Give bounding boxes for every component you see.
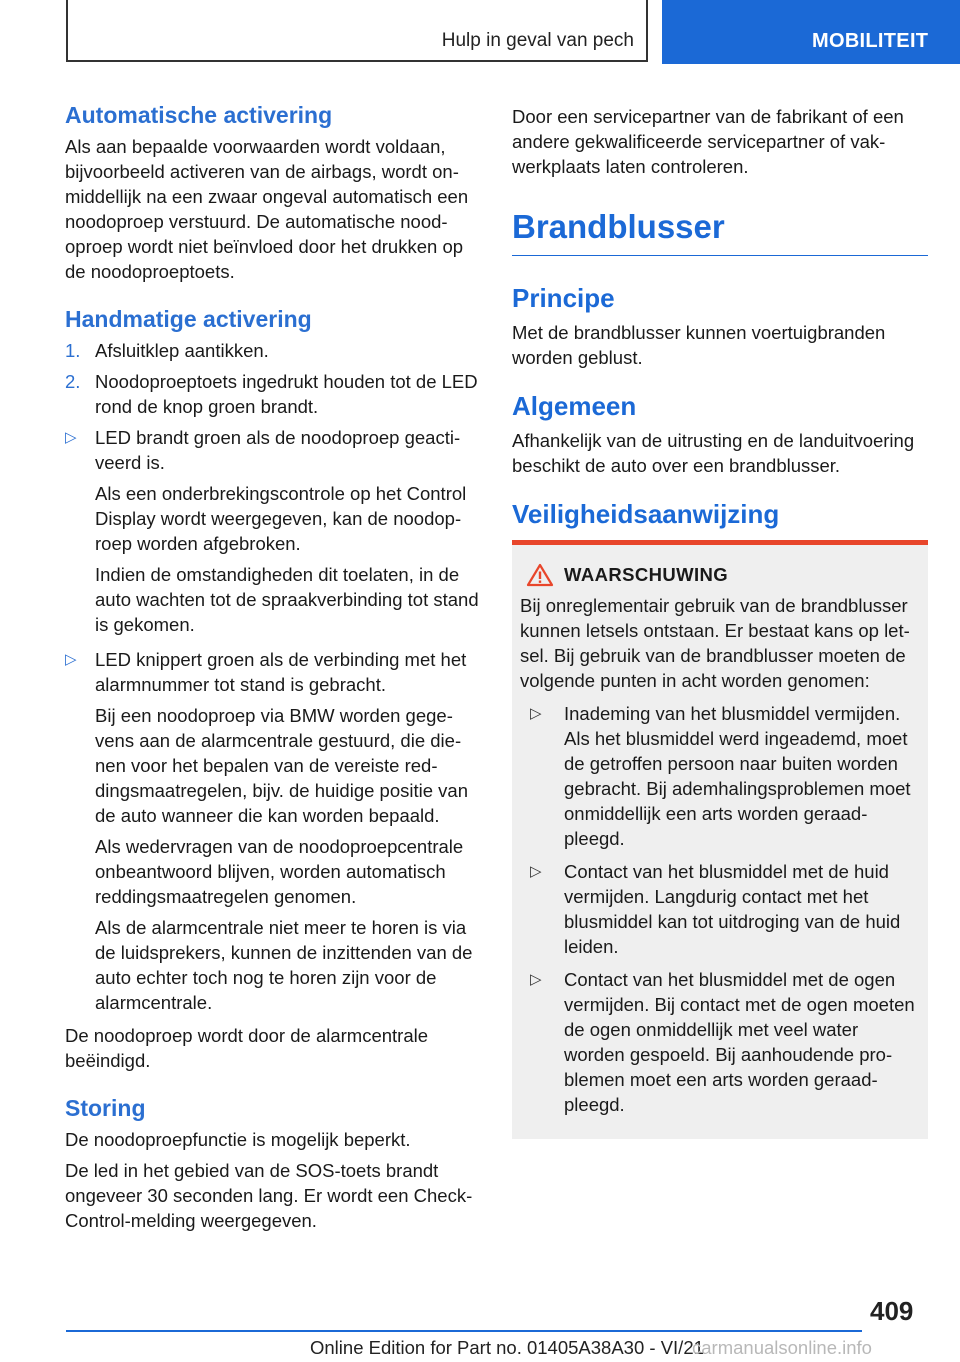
list-marker-icon: ▷ — [530, 705, 542, 722]
result-text: Bij een noodoproep via BMW worden gegevens aan de alarmcentrale gestuurd, die dienen voor het bepalen van de vereiste reddingsmaatregelen, bijv. de huidige positie van de auto wanneer die kan worden bepaald. — [95, 705, 468, 826]
result-marker-icon: ▷ — [65, 429, 77, 446]
warning-item-text: Contact van het blusmiddel met de huid vermijden. Langdurig contact met het blusmiddel kan tot uitdroging van de huid leiden. — [564, 861, 901, 957]
result-text: LED brandt groen als de noodoproep geactiveerd is. — [95, 427, 461, 473]
result-item — [65, 647, 483, 1015]
list-marker-icon: ▷ — [530, 863, 542, 880]
list-marker-icon: ▷ — [530, 971, 542, 988]
heading-fault: Storing — [65, 1095, 146, 1121]
warning-list-item — [530, 701, 920, 851]
result-text: Indien de omstandigheden dit toelaten, in de auto wachten tot de spraakverbinding tot stand is gekomen. — [95, 564, 479, 635]
step-number: 2. — [65, 371, 81, 392]
steps-list — [65, 338, 483, 419]
step-number: 1. — [65, 340, 81, 361]
result-item — [65, 425, 483, 637]
paragraph-principle: Met de brandblusser kunnen voertuigbranden worden geblust. — [512, 322, 886, 368]
step-item — [65, 338, 483, 363]
warning-text: Bij onreglementair gebruik van de brandblusser kunnen letsels ontstaan. Er bestaat kans op letsel. Bij gebruik van de brandblusser moeten de volgende punten in acht worden genomen: — [520, 595, 910, 691]
footer-divider — [66, 1330, 862, 1332]
chapter-tab[interactable]: MOBILITEIT — [662, 0, 960, 64]
warning-item-text: Inademing van het blusmiddel vermijden. Als het blusmiddel werd ingeademd, moet de getroffen persoon naar buiten worden gebracht. Bij ademhalingsproblemen moet onmiddellijk een arts worden geraadpleegd. — [564, 703, 911, 849]
right-column — [512, 104, 928, 1139]
paragraph-automatic-activation: Als aan bepaalde voorwaarden wordt voldaan, bijvoorbeeld activeren van de airbags, wordt onmiddellijk na een zwaar ongeval automatisch een noodoproep verstuurd. De automatische noodoproep wordt niet beïnvloed door het drukken op de noodoproeptoets. — [65, 136, 469, 282]
warning-triangle-icon — [526, 563, 554, 587]
warning-item-text: Contact van het blusmiddel met de ogen vermijden. Bij contact met de ogen moeten de ogen onmiddellijk met veel water worden gespoeld. Bij aanhoudende problemen moet een arts worden geraadpleegd. — [564, 969, 915, 1115]
heading-manual-activation: Handmatige activering — [65, 306, 312, 332]
warning-list-item — [530, 859, 920, 959]
paragraph-fault-2: De led in het gebied van de SOS-toets brandt ongeveer 30 seconden lang. Er wordt een Check-Control-melding weergegeven. — [65, 1160, 473, 1231]
left-column — [65, 100, 483, 1233]
paragraph-fault-1: De noodoproepfunctie is mogelijk beperkt. — [65, 1129, 411, 1150]
heading-principle: Principe — [512, 283, 615, 313]
paragraph-general: Afhankelijk van de uitrusting en de landuitvoering beschikt de auto over een brandblusser. — [512, 430, 915, 476]
watermark-text: carmanualsonline.info — [692, 1337, 872, 1358]
header-bar — [66, 0, 648, 62]
step-text: Noodoproeptoets ingedrukt houden tot de LED rond de knop groen brandt. — [95, 371, 478, 417]
section-title: Hulp in geval van pech — [441, 30, 634, 51]
warning-list-item — [530, 967, 920, 1117]
warning-title-row — [520, 563, 920, 587]
result-text: Als wedervragen van de noodoproepcentrale onbeantwoord blijven, worden automatisch reddingsmaatregelen genomen. — [95, 836, 464, 907]
step-text: Afsluitklep aantikken. — [95, 340, 269, 361]
heading-automatic-activation: Automatische activering — [65, 102, 333, 128]
heading-safety: Veiligheidsaanwijzing — [512, 499, 780, 529]
result-text: Als de alarmcentrale niet meer te horen is via de luidsprekers, kunnen de inzittenden van de auto echter toch nog te horen zijn voor de alarmcentrale. — [95, 917, 473, 1013]
heading-general: Algemeen — [512, 391, 637, 421]
warning-title: WAARSCHUWING — [564, 564, 729, 585]
result-marker-icon: ▷ — [65, 651, 77, 668]
paragraph-intro: Door een servicepartner van de fabrikant of een andere gekwalificeerde servicepartner of vakwerkplaats laten controleren. — [512, 106, 904, 177]
warning-list — [520, 701, 920, 1117]
edition-text: Online Edition for Part no. 01405A38A30 - VI/21 — [310, 1337, 704, 1358]
result-text: LED knippert groen als de verbinding met het alarmnummer tot stand is gebracht. — [95, 649, 467, 695]
page-number: 409 — [870, 1296, 914, 1326]
result-text: Als een onderbrekingscontrole op het Control Display wordt weergegeven, kan de noodoproep worden afgebroken. — [95, 483, 467, 554]
warning-box — [512, 540, 928, 1139]
paragraph-end-call: De noodoproep wordt door de alarmcentrale beëindigd. — [65, 1025, 429, 1071]
step-item — [65, 369, 483, 419]
chapter-heading: Brandblusser — [512, 205, 928, 256]
